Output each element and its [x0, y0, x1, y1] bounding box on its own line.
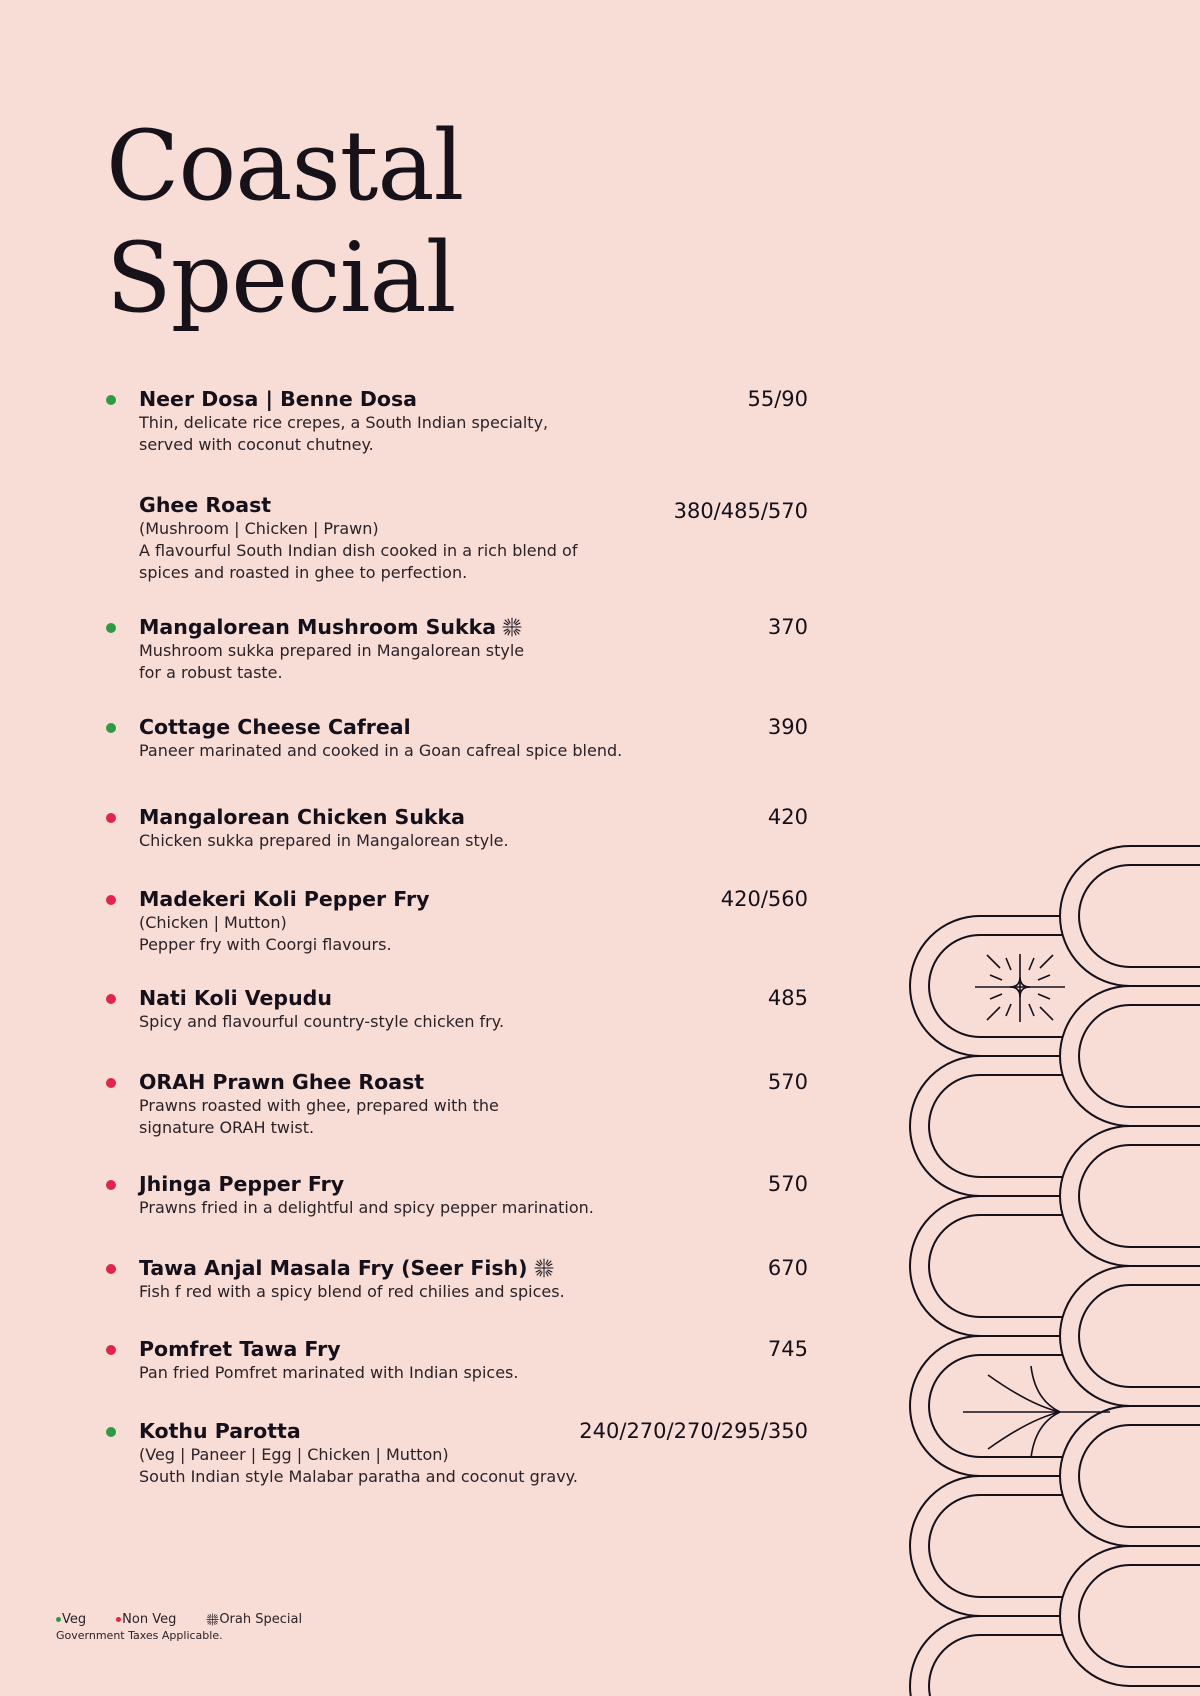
veg-dot-icon	[106, 1427, 116, 1437]
nonveg-dot-icon	[106, 895, 116, 905]
item-description: Paneer marinated and cooked in a Goan cafreal spice blend.	[139, 741, 623, 760]
taxes-note: Government Taxes Applicable.	[56, 1629, 223, 1642]
legend-special: Orah Special	[206, 1612, 302, 1627]
nonveg-dot-icon	[106, 1180, 116, 1190]
legend-nonveg: Non Veg	[116, 1612, 176, 1627]
item-price: 370	[767, 615, 808, 639]
veg-dot-icon	[56, 1617, 61, 1622]
legend	[56, 1610, 332, 1644]
item-name: Tawa Anjal Masala Fry (Seer Fish)	[139, 1255, 554, 1281]
item-price: 570	[767, 1070, 808, 1094]
item-name: Jhinga Pepper Fry	[139, 1172, 345, 1196]
veg-dot-icon	[106, 395, 116, 405]
item-description: (Mushroom | Chicken | Prawn) A flavourful South Indian dish cooked in a rich blend of spices and roasted in ghee to perfection.	[139, 519, 578, 582]
item-description: Mushroom sukka prepared in Mangalorean style for a robust taste.	[139, 641, 525, 682]
veg-dot-icon	[106, 723, 116, 733]
item-description: Chicken sukka prepared in Mangalorean style.	[139, 831, 509, 850]
item-price: 570	[767, 1172, 808, 1196]
item-price: 420/560	[720, 887, 808, 911]
item-name: Neer Dosa | Benne Dosa	[139, 387, 418, 411]
item-name: Madekeri Koli Pepper Fry	[139, 887, 430, 911]
starburst-icon	[502, 617, 522, 637]
title-line-1: Coastal	[106, 110, 464, 222]
nonveg-dot-icon	[116, 1617, 121, 1622]
item-description: (Veg | Paneer | Egg | Chicken | Mutton) South Indian style Malabar paratha and coconut gravy.	[139, 1445, 578, 1486]
item-name: Ghee Roast	[139, 493, 272, 517]
starburst-icon	[534, 1258, 554, 1278]
item-description: Prawns fried in a delightful and spicy pepper marination.	[139, 1198, 594, 1217]
nonveg-dot-icon	[106, 1264, 116, 1274]
item-description: Spicy and flavourful country-style chicken fry.	[139, 1012, 505, 1031]
page-title	[106, 110, 463, 334]
nonveg-dot-icon	[106, 1345, 116, 1355]
item-price: 240/270/270/295/350	[579, 1419, 808, 1443]
item-name: Mangalorean Chicken Sukka	[139, 805, 466, 829]
item-price: 420	[767, 805, 808, 829]
item-price: 380/485/570	[673, 499, 808, 523]
item-price: 390	[767, 715, 808, 739]
item-description: Prawns roasted with ghee, prepared with the signature ORAH twist.	[139, 1096, 499, 1137]
item-name: Mangalorean Mushroom Sukka	[139, 614, 522, 640]
nonveg-dot-icon	[106, 813, 116, 823]
item-price: 55/90	[747, 387, 808, 411]
item-name: Kothu Parotta	[139, 1419, 301, 1443]
nonveg-dot-icon	[106, 994, 116, 1004]
item-name: ORAH Prawn Ghee Roast	[139, 1070, 425, 1094]
item-description: Thin, delicate rice crepes, a South Indian specialty, served with coconut chutney.	[139, 413, 549, 454]
item-name: Nati Koli Vepudu	[139, 986, 332, 1010]
item-price: 745	[767, 1337, 808, 1361]
item-name: Pomfret Tawa Fry	[139, 1337, 341, 1361]
title-line-2: Special	[106, 222, 456, 334]
veg-dot-icon	[106, 623, 116, 633]
item-description: (Chicken | Mutton) Pepper fry with Coorgi flavours.	[139, 913, 392, 954]
nonveg-dot-icon	[106, 1078, 116, 1088]
item-price: 485	[767, 986, 808, 1010]
item-name: Cottage Cheese Cafreal	[139, 715, 411, 739]
item-description: Fish f red with a spicy blend of red chilies and spices.	[139, 1282, 565, 1301]
item-price: 670	[767, 1256, 808, 1280]
item-description: Pan fried Pomfret marinated with Indian spices.	[139, 1363, 519, 1382]
legend-veg: Veg	[56, 1612, 86, 1627]
starburst-icon	[206, 1613, 219, 1626]
arch-pattern-decoration	[900, 830, 1200, 1696]
